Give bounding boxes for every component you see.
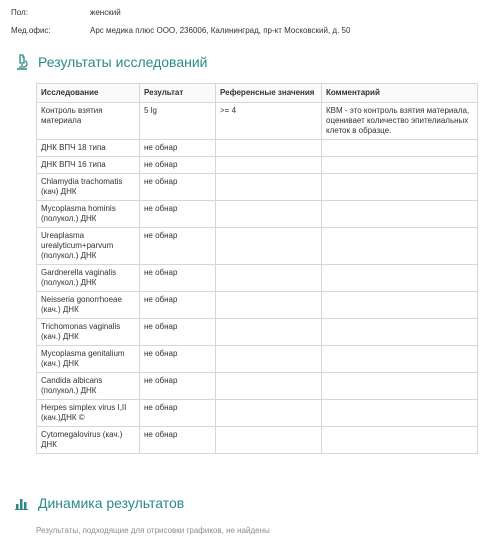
results-table-body bbox=[37, 103, 478, 454]
table-row bbox=[37, 400, 478, 427]
cell-comment bbox=[322, 427, 478, 454]
table-row bbox=[37, 201, 478, 228]
cell-result: не обнар bbox=[140, 319, 216, 346]
cell-test: ДНК ВПЧ 18 типа bbox=[37, 140, 140, 157]
results-title-text: Результаты исследований bbox=[38, 54, 208, 70]
cell-result: не обнар bbox=[140, 157, 216, 174]
column-header-test: Исследование bbox=[37, 84, 140, 103]
cell-result: не обнар bbox=[140, 400, 216, 427]
cell-result: не обнар bbox=[140, 292, 216, 319]
cell-result: не обнар bbox=[140, 346, 216, 373]
cell-result: не обнар bbox=[140, 265, 216, 292]
cell-comment bbox=[322, 373, 478, 400]
cell-test: Herpes simplex virus I,II (кач.)ДНК © bbox=[37, 400, 140, 427]
microscope-icon bbox=[14, 54, 30, 70]
cell-result: не обнар bbox=[140, 427, 216, 454]
cell-test: Candida albicans (полукол.) ДНК bbox=[37, 373, 140, 400]
table-row bbox=[37, 346, 478, 373]
cell-comment bbox=[322, 140, 478, 157]
cell-test: Chlamydia trachomatis (кач) ДНК bbox=[37, 174, 140, 201]
cell-comment bbox=[322, 228, 478, 265]
column-header-result: Результат bbox=[140, 84, 216, 103]
column-header-reference: Референсные значения bbox=[216, 84, 322, 103]
cell-reference bbox=[216, 373, 322, 400]
cell-comment bbox=[322, 400, 478, 427]
cell-result: не обнар bbox=[140, 140, 216, 157]
results-section-title bbox=[14, 54, 207, 70]
table-row bbox=[37, 157, 478, 174]
cell-reference: >= 4 bbox=[216, 103, 322, 140]
table-header-row bbox=[37, 84, 478, 103]
cell-test: Gardnerella vaginalis (полукол.) ДНК bbox=[37, 265, 140, 292]
table-row bbox=[37, 373, 478, 400]
cell-result: не обнар bbox=[140, 174, 216, 201]
cell-reference bbox=[216, 265, 322, 292]
results-table bbox=[36, 83, 478, 454]
cell-test: ДНК ВПЧ 16 типа bbox=[37, 157, 140, 174]
cell-test: Ureaplasma urealyticum+parvum (полукол.) ДНК bbox=[37, 228, 140, 265]
cell-test: Trichomonas vaginalis (кач.) ДНК bbox=[37, 319, 140, 346]
table-row bbox=[37, 228, 478, 265]
cell-reference bbox=[216, 201, 322, 228]
cell-reference bbox=[216, 140, 322, 157]
cell-comment: КВМ - это контроль взятия материала, оценивает количество эпителиальных клеток в образце. bbox=[322, 103, 478, 140]
cell-reference bbox=[216, 400, 322, 427]
table-row bbox=[37, 319, 478, 346]
cell-reference bbox=[216, 319, 322, 346]
dynamics-section-title bbox=[14, 495, 184, 511]
cell-result: 5 lg bbox=[140, 103, 216, 140]
cell-comment bbox=[322, 174, 478, 201]
office-label: Мед.офис: bbox=[11, 26, 51, 35]
sex-value: женский bbox=[90, 8, 121, 17]
table-row bbox=[37, 140, 478, 157]
table-row bbox=[37, 427, 478, 454]
cell-reference bbox=[216, 174, 322, 201]
column-header-comment: Комментарий bbox=[322, 84, 478, 103]
table-row bbox=[37, 292, 478, 319]
cell-test: Контроль взятия материала bbox=[37, 103, 140, 140]
cell-reference bbox=[216, 292, 322, 319]
office-value: Арс медика плюс ООО, 236006, Калининград, пр-кт Московский, д. 50 bbox=[90, 26, 351, 35]
table-row bbox=[37, 265, 478, 292]
cell-comment bbox=[322, 292, 478, 319]
cell-comment bbox=[322, 265, 478, 292]
table-row bbox=[37, 174, 478, 201]
cell-result: не обнар bbox=[140, 228, 216, 265]
cell-reference bbox=[216, 228, 322, 265]
cell-comment bbox=[322, 319, 478, 346]
cell-result: не обнар bbox=[140, 201, 216, 228]
cell-test: Mycoplasma hominis (полукол.) ДНК bbox=[37, 201, 140, 228]
sex-label: Пол: bbox=[11, 8, 28, 17]
dynamics-title-text: Динамика результатов bbox=[38, 495, 185, 511]
cell-reference bbox=[216, 427, 322, 454]
cell-comment bbox=[322, 157, 478, 174]
cell-test: Neisseria gonorrhoeae (кач.) ДНК bbox=[37, 292, 140, 319]
cell-comment bbox=[322, 346, 478, 373]
cell-reference bbox=[216, 346, 322, 373]
cell-comment bbox=[322, 201, 478, 228]
cell-test: Mycoplasma genitalium (кач.) ДНК bbox=[37, 346, 140, 373]
table-row bbox=[37, 103, 478, 140]
bar-chart-icon bbox=[14, 495, 30, 511]
dynamics-empty-message: Результаты, подходящие для отрисовки графиков, не найдены bbox=[36, 526, 270, 535]
cell-result: не обнар bbox=[140, 373, 216, 400]
cell-test: Cytomegalovirus (кач.) ДНК bbox=[37, 427, 140, 454]
cell-reference bbox=[216, 157, 322, 174]
